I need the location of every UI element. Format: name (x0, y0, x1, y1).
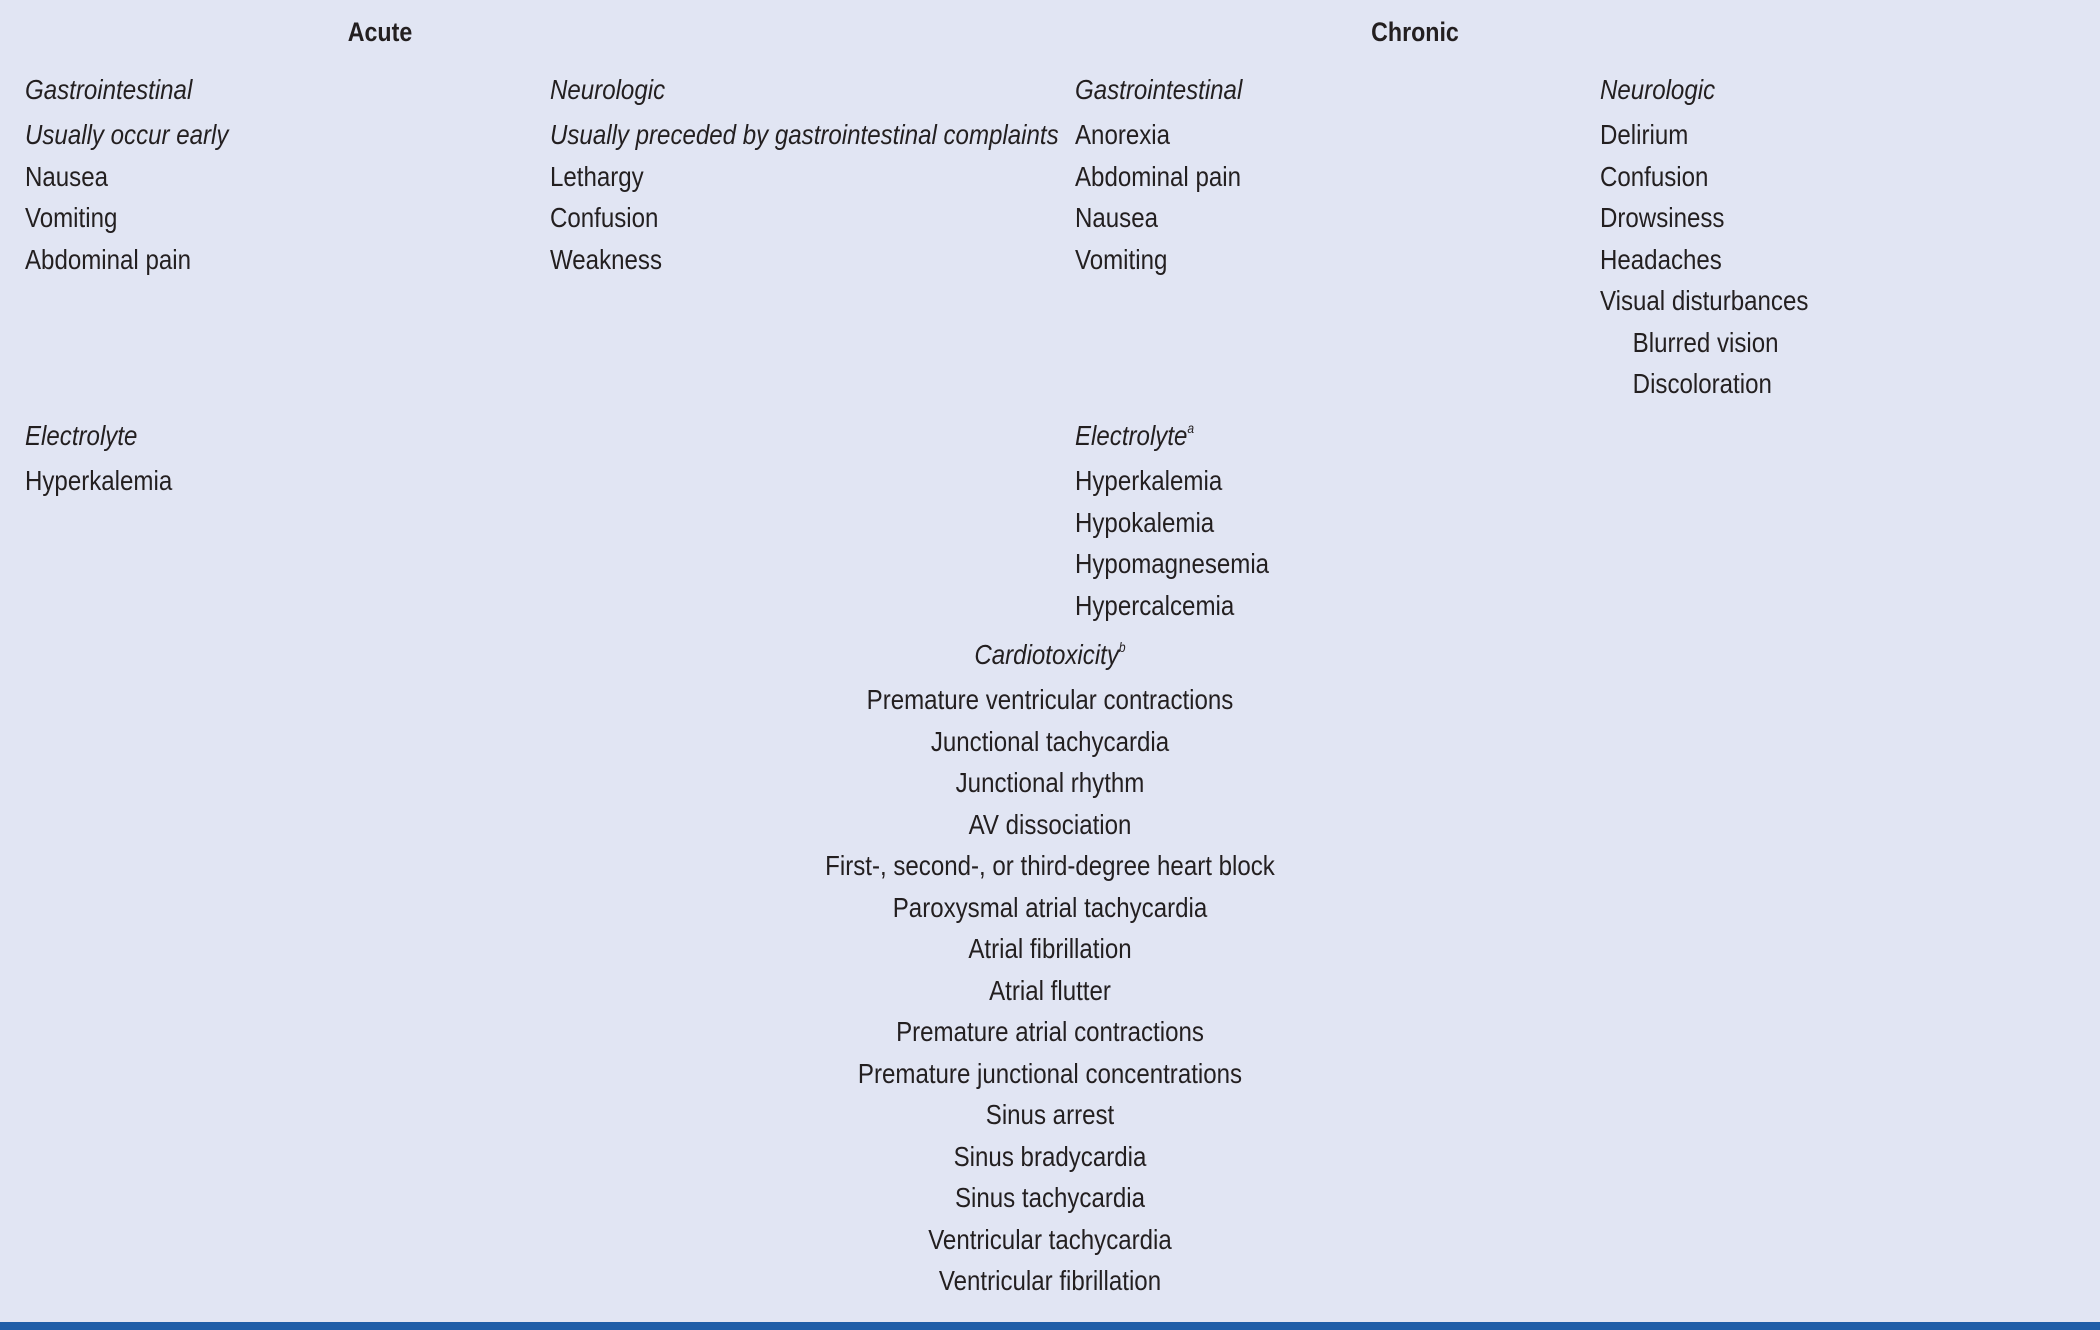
section-note: Usually occur early (25, 119, 229, 150)
list-item: Abdominal pain (1075, 160, 1242, 192)
section-heading-text: Cardiotoxicity (974, 639, 1119, 670)
section-note: Usually preceded by gastrointestinal complaints (550, 119, 1059, 150)
list-item: Hyperkalemia (1075, 465, 1223, 496)
list-item: Weakness (550, 243, 662, 275)
acute-electrolyte-column (25, 412, 196, 502)
list-item: Abdominal pain (25, 243, 192, 275)
list-item: Nausea (25, 160, 109, 192)
section-heading: Neurologic (1600, 74, 1716, 105)
list-item: Vomiting (25, 202, 118, 233)
list-item: Hypomagnesemia (1075, 548, 1270, 579)
list-item: Delirium (1600, 119, 1689, 150)
list-item: Premature atrial contractions (896, 1016, 1204, 1047)
list-item: Vomiting (1075, 243, 1168, 275)
chronic-electrolyte-column (1075, 412, 1301, 626)
acute-neurologic-column (550, 66, 1141, 280)
section-heading: Gastrointestinal (1075, 74, 1243, 105)
sub-list-item: Discoloration (1632, 368, 1772, 399)
section-heading-text: Electrolyte (1075, 420, 1188, 451)
list-item: Confusion (550, 202, 659, 233)
list-item: Ventricular tachycardia (928, 1223, 1172, 1255)
list-item: First-, second-, or third-degree heart block (825, 850, 1275, 881)
cardiotoxicity-column (650, 631, 1450, 1302)
list-item: Hypokalemia (1075, 506, 1215, 538)
chronic-gastrointestinal-column (1075, 66, 1270, 280)
list-item: Premature junctional concentrations (857, 1057, 1243, 1089)
list-item: Anorexia (1075, 119, 1171, 150)
bottom-rule (0, 1322, 2100, 1330)
list-item: Nausea (1075, 202, 1159, 233)
list-item: Hyperkalemia (25, 465, 173, 496)
section-heading: Gastrointestinal (25, 74, 193, 105)
acute-header: Acute (347, 17, 413, 47)
section-heading: Electrolyte (25, 420, 138, 451)
list-item: Sinus tachycardia (954, 1182, 1146, 1213)
section-heading (706, 631, 1394, 679)
list-item: Premature ventricular contractions (866, 684, 1234, 715)
list-item: Drowsiness (1600, 202, 1725, 233)
list-item: Visual disturbances (1600, 285, 1809, 316)
list-item: AV dissociation (968, 808, 1132, 840)
sub-list-item: Blurred vision (1632, 326, 1779, 358)
list-item: Ventricular fibrillation (938, 1265, 1162, 1296)
list-item: Junctional tachycardia (930, 725, 1170, 757)
section-heading (1075, 412, 1269, 460)
section-heading: Neurologic (550, 74, 666, 105)
list-item: Headaches (1600, 243, 1722, 275)
list-item: Lethargy (550, 160, 644, 192)
footnote-mark: a (1187, 420, 1195, 436)
acute-gastrointestinal-column (25, 66, 262, 280)
list-item: Atrial fibrillation (968, 933, 1132, 964)
list-item: Paroxysmal atrial tachycardia (892, 891, 1208, 923)
chronic-header: Chronic (1371, 17, 1459, 47)
list-item: Sinus arrest (985, 1099, 1115, 1130)
list-item: Sinus bradycardia (953, 1140, 1147, 1172)
footnote-mark: b (1118, 639, 1126, 655)
list-item: Junctional rhythm (955, 767, 1145, 798)
list-item: Hypercalcemia (1075, 589, 1235, 621)
chronic-neurologic-column (1600, 66, 1842, 405)
list-item: Atrial flutter (989, 974, 1111, 1006)
list-item: Confusion (1600, 160, 1709, 192)
